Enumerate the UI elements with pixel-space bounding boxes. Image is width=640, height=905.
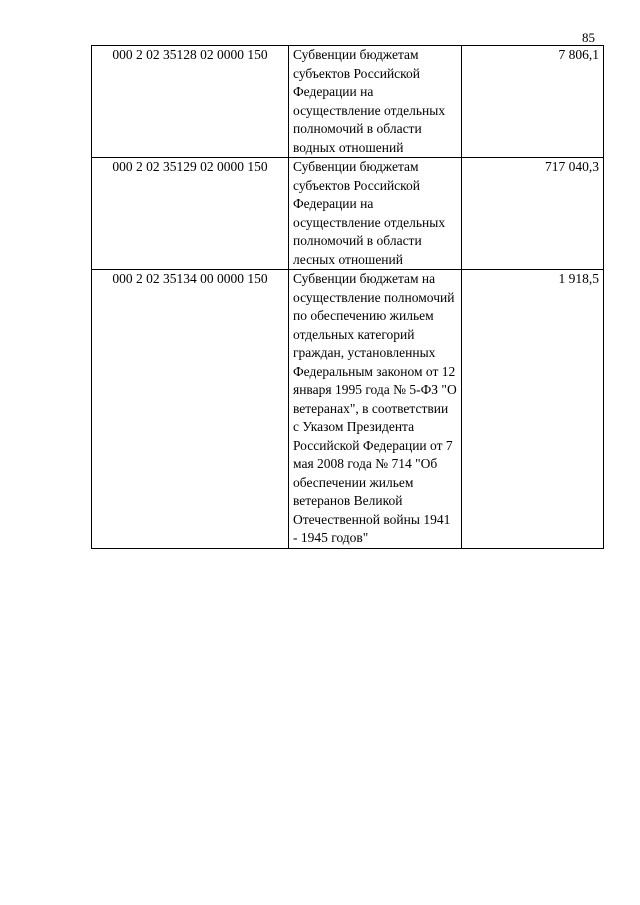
table-row — [92, 158, 604, 270]
row-name: Субвенции бюджетам субъектов Российской Федерации на осуществление отдельных полномочий в области водных отношений — [289, 46, 462, 158]
table-row — [92, 46, 604, 158]
row-code: 000 2 02 35128 02 0000 150 — [92, 46, 289, 158]
row-name: Субвенции бюджетам на осуществление полномочий по обеспечению жильем отдельных категорий граждан, установленных Федеральным законом от 12 января 1995 года № 5-ФЗ "О ветеранах", в соответствии с Указом Президента Российской Федерации от 7 мая 2008 года № 714 "Об обеспечении жильем ветеранов Великой Отечественной войны 1941 - 1945 годов" — [289, 270, 462, 549]
table-row — [92, 270, 604, 549]
row-amount: 1 918,5 — [462, 270, 604, 549]
budget-table — [91, 45, 604, 549]
row-name: Субвенции бюджетам субъектов Российской Федерации на осуществление отдельных полномочий в области лесных отношений — [289, 158, 462, 270]
row-amount: 717 040,3 — [462, 158, 604, 270]
row-amount: 7 806,1 — [462, 46, 604, 158]
page-number: 85 — [582, 30, 595, 45]
row-code: 000 2 02 35134 00 0000 150 — [92, 270, 289, 549]
row-code: 000 2 02 35129 02 0000 150 — [92, 158, 289, 270]
